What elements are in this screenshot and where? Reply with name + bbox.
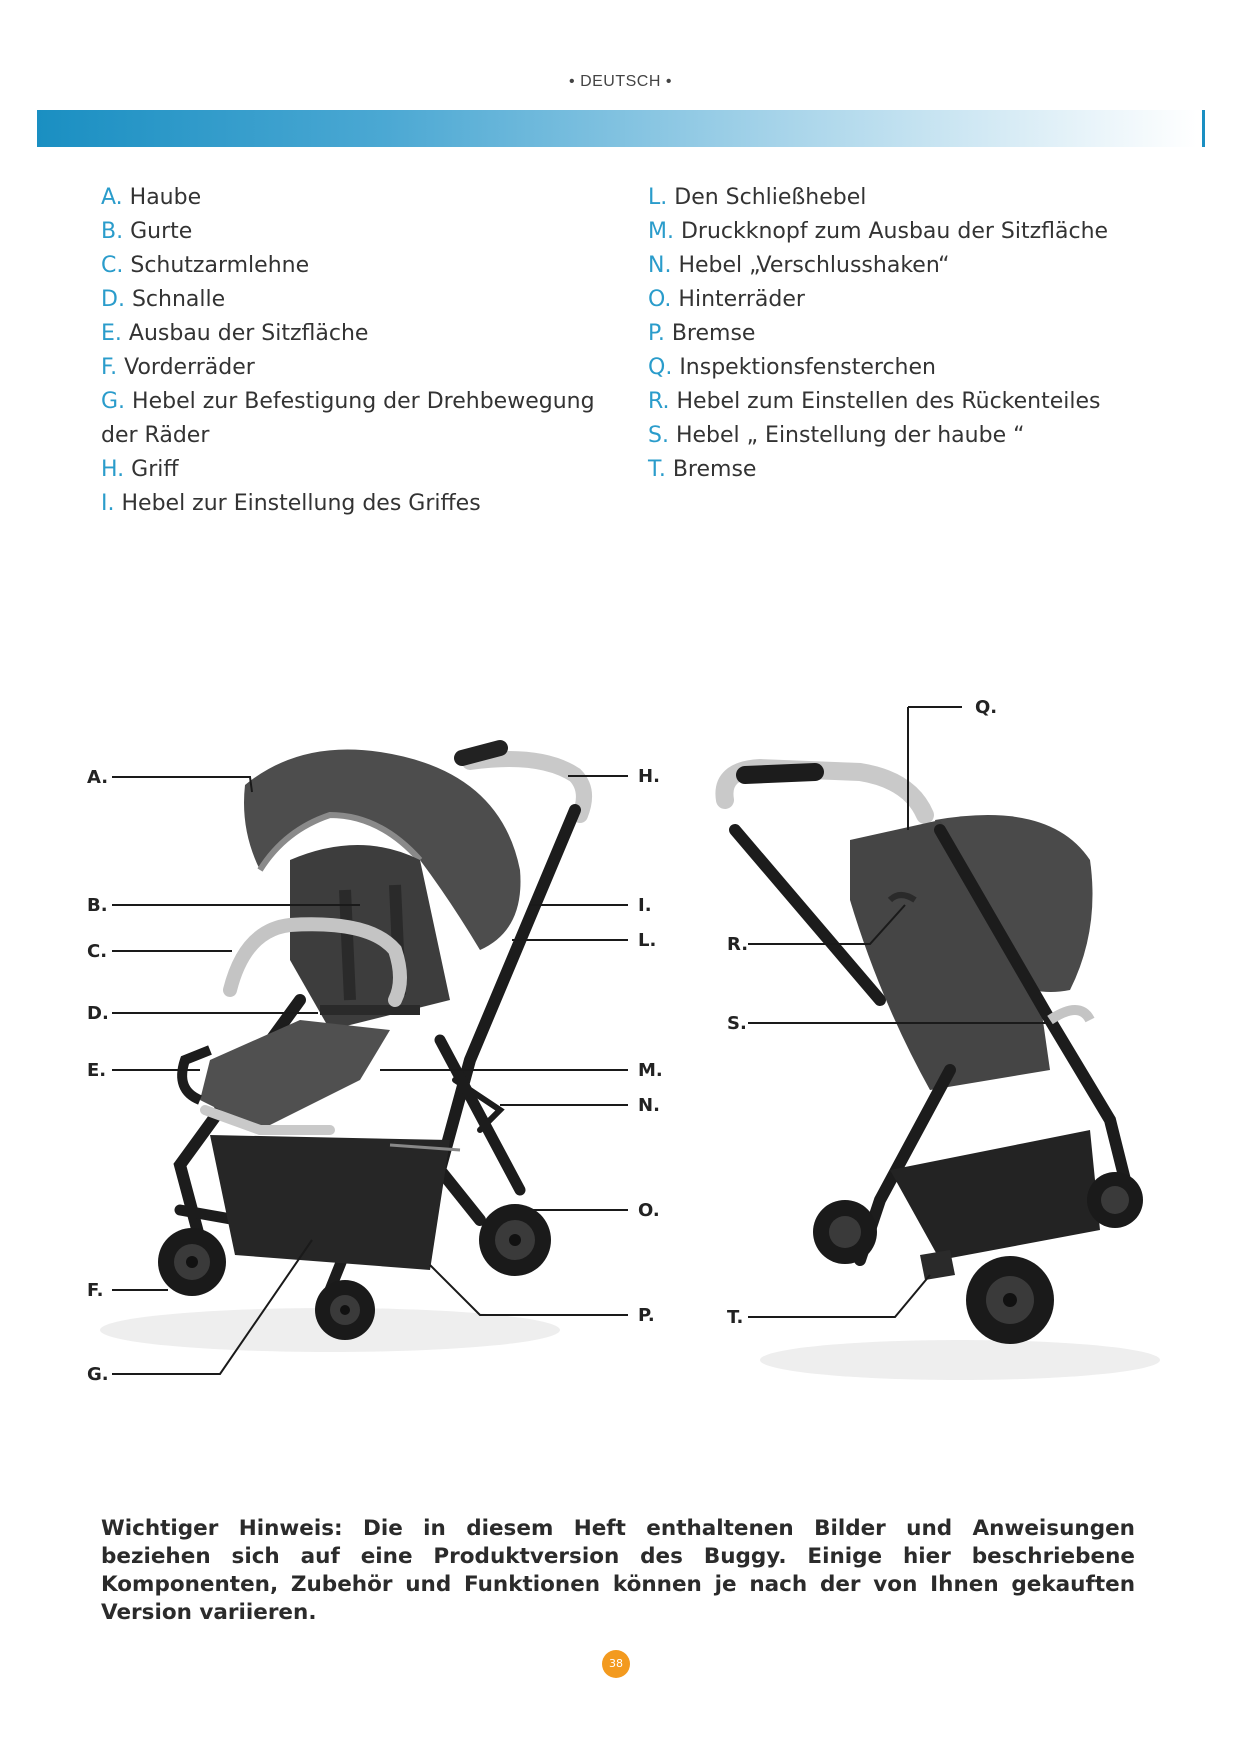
- part-item-b: B. Gurte: [101, 219, 193, 244]
- callout-label-p: P.: [638, 1305, 655, 1326]
- callout-label-i: I.: [638, 895, 652, 916]
- rear-wheel-front-view: [479, 1204, 551, 1276]
- stroller-rear-illustration: [724, 768, 1160, 1380]
- page-number-badge: 38: [602, 1650, 630, 1678]
- part-item-l: L. Den Schließhebel: [648, 185, 867, 210]
- callout-label-b: B.: [87, 895, 108, 916]
- part-item-h: H. Griff: [101, 457, 179, 482]
- callout-label-s: S.: [727, 1013, 747, 1034]
- leader-line-t: [748, 1275, 930, 1317]
- callout-label-a: A.: [87, 767, 109, 788]
- part-item-e: E. Ausbau der Sitzfläche: [101, 321, 369, 346]
- callout-label-q: Q.: [975, 697, 998, 718]
- callout-label-h: H.: [638, 766, 660, 787]
- part-item-r: R. Hebel zum Einstellen des Rückenteiles: [648, 389, 1101, 414]
- part-item-c: C. Schutzarmlehne: [101, 253, 310, 278]
- callout-label-d: D.: [87, 1003, 109, 1024]
- front-wheel-rear-view: [1087, 1172, 1143, 1228]
- part-item-q: Q. Inspektionsfensterchen: [648, 355, 936, 380]
- callout-label-f: F.: [87, 1280, 104, 1301]
- front-wheel-right: [315, 1280, 375, 1340]
- callout-label-t: T.: [727, 1307, 744, 1328]
- part-item-s: S. Hebel „ Einstellung der haube “: [648, 423, 1025, 448]
- important-notice: Wichtiger Hinweis: Die in diesem Heft enthaltenen Bilder und Anweisungen beziehen sich auf eine Produktversion des Buggy. Einige hier beschriebene Komponenten, Zubehör und Funktionen können je nach der von Ihnen gekauften Version variieren.: [101, 1516, 1135, 1625]
- callout-label-r: R.: [727, 934, 749, 955]
- callout-labels: [87, 697, 997, 1385]
- rear-wheel-right: [966, 1256, 1054, 1344]
- part-item-o: O. Hinterräder: [648, 287, 805, 312]
- callout-label-e: E.: [87, 1060, 107, 1081]
- part-item-n: N. Hebel „Verschlusshaken“: [648, 253, 950, 278]
- callout-label-g: G.: [87, 1364, 109, 1385]
- callout-label-n: N.: [638, 1095, 660, 1116]
- part-item-t: T. Bremse: [648, 457, 757, 482]
- front-wheel-left: [158, 1228, 226, 1296]
- rear-wheel-left: [813, 1200, 877, 1264]
- leader-line-a: [112, 777, 252, 792]
- part-item-d: D. Schnalle: [101, 287, 226, 312]
- language-label: • DEUTSCH •: [569, 73, 672, 90]
- callout-label-c: C.: [87, 941, 108, 962]
- part-item-i: I. Hebel zur Einstellung des Griffes: [101, 491, 481, 516]
- part-item-m: M. Druckknopf zum Ausbau der Sitzfläche: [648, 219, 1109, 244]
- part-item-p: P. Bremse: [648, 321, 756, 346]
- stroller-front-illustration: [100, 748, 584, 1352]
- part-item-f: F. Vorderräder: [101, 355, 255, 380]
- callout-label-o: O.: [638, 1200, 660, 1221]
- part-item-a: A. Haube: [101, 185, 202, 210]
- callout-label-m: M.: [638, 1060, 663, 1081]
- part-item-g: G. Hebel zur Befestigung der Drehbewegung der Räder: [101, 389, 595, 448]
- callout-label-l: L.: [638, 930, 657, 951]
